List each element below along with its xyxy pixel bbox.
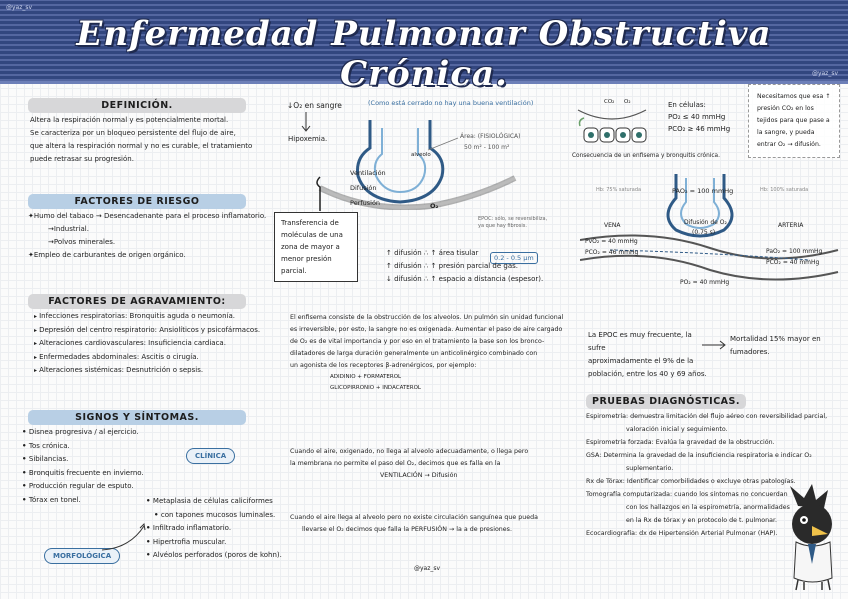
prueba-item: Espirometría: demuestra limitación del flujo aéreo con reversibilidad parcial, [586,413,828,420]
o2-cell-label: O₂ [624,99,631,105]
bird-mascot-illustration [782,484,844,592]
prueba-item: Ecocardiografía: dx de Hipertensión Arterial Pulmonar (HAP). [586,530,778,537]
mortalidad-line: población, entre los 40 y 69 años. [588,370,707,378]
ventilacion-caption: (Como está cerrado no hay una buena ventilación) [368,99,534,107]
o2-sangre-label: ↓O₂ en sangre [287,101,342,110]
riesgo-item: ✦Humo del tabaco → Desencadenante para el proceso inflamatorio. [28,212,267,220]
transfer-box: Transferencia de moléculas de una zona de mayor a menor presión parcial. [274,212,358,282]
clinica-item: • Tos crónica. [22,440,144,454]
mortalidad-result: Mortalidad 15% mayor en fumadores. [730,335,821,356]
agravamiento-item: ▸ Infecciones respiratorias: Bronquitis aguda o neumonía. [34,310,260,324]
agravamiento-item: ▸ Alteraciones sistémicas: Desnutrición o sepsis. [34,364,260,378]
prueba-item: en la Rx de tórax y en protocolo de t. pulmonar. [626,517,778,524]
pointer-bracket [312,173,352,215]
morfologica-item: • Hipertrofia muscular. [146,536,282,550]
prueba-item: con los hallazgos en la espirometría, anormalidades [626,504,790,511]
author-tag-right: @yaz_sv [811,70,838,77]
clinica-badge: CLÍNICA [186,448,235,464]
alveolo-label: alveolo [411,152,431,158]
ventilacion-line: VENTILACIÓN → Difusión [380,472,458,479]
hipoxemia-label: Hipoxemia. [288,135,328,143]
epoc-note: EPOC: sólo, se reversibiliza, ya que hay fibrosis. [478,216,548,229]
morfologica-item: • Infiltrado inflamatorio. [146,522,282,536]
author-tag: @yaz_sv [6,4,33,11]
ventilacion-line: la membrana no permite el paso del O₂, decimos que es falla en la [290,460,501,467]
morfologica-item: • con tapones mucosos luminales. [146,509,282,523]
ventilacion-line: Cuando el aire, oxigenado, no llega al alveolo adecuadamente, o llega pero [290,448,529,455]
pruebas-heading: PRUEBAS DIAGNÓSTICAS. [586,394,746,409]
definicion-line: Se caracteriza por un bloqueo persistente del flujo de aire, [30,129,236,137]
morfologica-list [146,495,282,563]
difusion-label: Difusión [350,184,377,192]
prueba-item: Rx de Tórax: Identificar comorbilidades o excluye otras patologías. [586,478,796,485]
pao2-top: PAO₂ = 100 mmHg [672,187,734,195]
thickness-label: 0.2 - 0.5 μm [490,252,538,264]
clinica-item: • Disnea progresiva / al ejercicio. [22,426,144,440]
treatment-line: es irreversible, por esto, la sangre no es oxigenada. Aumentar el paso de aire cargado [290,326,563,333]
treatment-example: ADIDINIO + FORMATEROL [330,374,402,380]
prueba-item: Tomografía computarizada: cuando los síntomas no concuerdan [586,491,788,498]
cell-po2: PO₂ ≤ 40 mmHg [668,113,726,121]
perfusion-line: Cuando el aire llega al alveolo pero no existe circulación sanguínea que pueda [290,514,538,521]
definicion-line: Altera la respiración normal y es potencialmente mortal. [30,116,229,124]
riesgo-item: →Polvos minerales. [48,238,116,246]
treatment-line: El enfisema consiste de la obstrucción de los alveolos. Un pulmón sin unidad funcional [290,314,564,321]
vena-pco2: PCO₂ = 46 mmHg [585,249,639,256]
prueba-item: GSA: Determina la gravedad de la insuficiencia respiratoria e indicar O₂ [586,452,812,459]
arteria-label: ARTERIA [778,222,804,229]
definicion-heading: DEFINICIÓN. [28,98,246,113]
law-line: ↑ difusión ∴ ↑ presión parcial de gas. [386,262,518,270]
diffusion-law [386,247,543,286]
vena-label: VENA [604,222,621,229]
arteria-po2: PaO₂ = 100 mmHg [766,248,823,255]
treatment-line: de O₂ es de vital importancia y por eso en el tratamiento la base son los bronco- [290,338,545,345]
prueba-item: suplementario. [626,465,674,472]
riesgo-item: →Industrial. [48,225,89,233]
prueba-item: valoración inicial y seguimiento. [626,426,728,433]
area-label: Área: (FISIOLÓGICA) [460,133,521,140]
agravamiento-item: ▸ Depresión del centro respiratorio: Ansiolíticos y psicofármacos. [34,324,260,338]
arteria-pco2: PCO₂ = 40 mmHg [766,259,820,266]
agravamiento-item: ▸ Enfermedades abdominales: Ascitis o cirugía. [34,351,260,365]
area-value: 50 m² - 100 m² [464,144,510,151]
definicion-text [30,114,280,166]
celulas-label: En células: [668,101,706,109]
clinica-item: • Producción regular de esputo. [22,480,144,494]
difusion-o2: Difusión de O₂ [684,219,727,226]
treatment-example: GLICOPIRRONIO + INDACATEROL [330,385,421,391]
mortalidad-line: aproximadamente el 9% de la [588,357,694,365]
treatment-line: un agonista de los receptores β-adrenérgicos, por ejemplo: [290,362,477,369]
treatment-line: dilatadores de larga duración generalmente un anticolinérgico combinado con [290,350,538,357]
signos-heading: SIGNOS Y SÍNTOMAS. [28,410,246,425]
cell-values [668,99,730,135]
clinica-list [22,426,144,507]
note-box: Necesitamos que esa ↑ presión CO₂ en los tejidos para que pase a la sangre, y pueda entrar O₂ → difusión. [748,84,840,158]
perfusion-text [290,512,572,536]
treatment-text [290,312,572,394]
law-line: ↑ difusión ∴ ↑ área tisular [386,249,479,257]
ventilacion-label: Ventilación [350,169,386,177]
ventilacion-text [290,446,572,482]
cells-caption: Consecuencia de un enfisema y bronquitis crónica. [572,153,720,159]
page-title: Enfermedad Pulmonar Obstructiva Crónica. [76,14,772,94]
cells-diagram [574,98,650,152]
agravamiento-list [34,310,260,378]
clinica-item: • Bronquitis frecuente en invierno. [22,467,144,481]
morfologica-arrow [100,520,150,554]
riesgo-heading: FACTORES DE RIESGO [28,194,246,209]
riesgo-item: ✦Empleo de carburantes de origen orgánico. [28,251,186,259]
agravamiento-item: ▸ Alteraciones cardiovasculares: Insuficiencia cardiaca. [34,337,260,351]
saturada-left: Hb: 75% saturada [596,187,642,193]
mortalidad-text [588,329,708,381]
cell-pco2: PCO₂ ≥ 46 mmHg [668,125,731,133]
perfusion-label: Perfusión [350,199,381,207]
morfologica-item: • Alvéolos perforados (poros de kohn). [146,549,282,563]
perfusion-line: llevarse el O₂ decimos que falla la PERFUSIÓN → la a de presiones. [302,526,512,533]
definicion-line: que altera la respiración normal y no es curable, el tratamiento [30,142,253,150]
clinica-item: • Sibilancias. [22,453,144,467]
riesgo-list [28,210,288,262]
morfologica-item: • Metaplasia de células caliciformes [146,495,282,509]
mortalidad-line: La EPOC es muy frecuente, la sufre [588,331,692,352]
title-banner [0,0,848,94]
o2-label: O₂ [430,202,439,210]
morfologica-badge: MORFOLÓGICA [44,548,120,564]
prueba-item: Espirometría forzada: Evalúa la gravedad de la obstrucción. [586,439,775,446]
po2-bottom: PO₂ = 40 mmHg [680,279,730,286]
saturada-right: Hb: 100% saturada [760,187,809,193]
credit: @yaz_sv [414,565,441,572]
difusion-time: (0.75 s) [692,229,716,236]
agravamiento-heading: FACTORES DE AGRAVAMIENTO: [28,294,246,309]
clinica-item: • Tórax en tonel. [22,494,144,508]
law-line: ↓ difusión ∴ ↑ espacio a distancia (espesor). [386,275,544,283]
right-arrow-icon [702,340,728,350]
vena-po2: PvO₂ = 40 mmHg [585,238,638,245]
definicion-line: puede retrasar su progresión. [30,155,134,163]
co2-label: CO₂ [604,99,615,105]
